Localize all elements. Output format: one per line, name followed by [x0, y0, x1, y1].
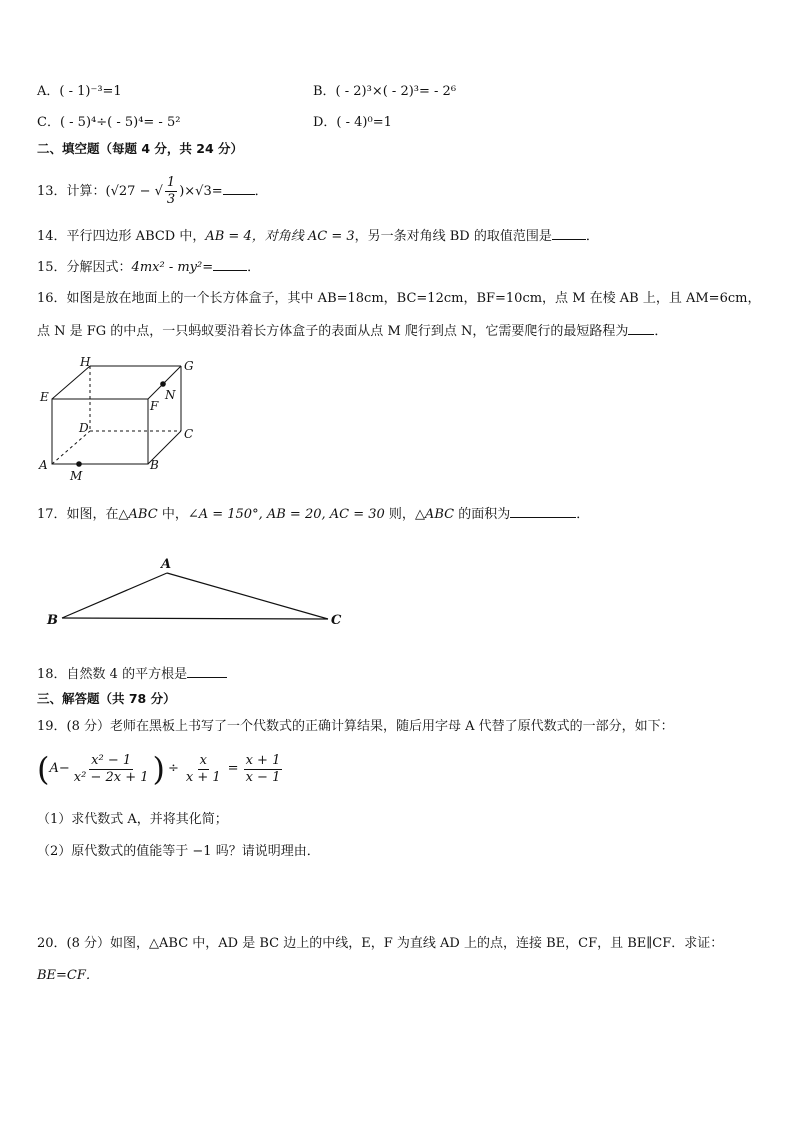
q13-answer-blank[interactable] [223, 182, 255, 195]
choice-d: D．( - 4)⁰=1 [313, 115, 392, 130]
label-E: E [40, 390, 49, 404]
label-N: N [165, 388, 176, 402]
side-AC [167, 573, 328, 619]
q16-line1: 16．如图是放在地面上的一个长方体盒子，其中 AB=18cm，BC=12cm，BF=10cm，点 M 在棱 AB 上，且 AM=6cm， [37, 291, 761, 306]
label-F: F [150, 399, 159, 413]
choice-a: A．( - 1)⁻³=1 [37, 84, 122, 99]
q18-answer-blank[interactable] [187, 665, 227, 678]
q13-fraction: $\frac{1}{3}$ [166, 175, 176, 207]
q17-cond: ∠A = 150°, AB = 20, AC = 30 [187, 507, 385, 522]
label-C: C [331, 613, 342, 628]
label-A: A [39, 458, 48, 472]
q13-prefix: 13．计算： [37, 184, 106, 199]
label-M: M [70, 469, 83, 483]
q19-sub2: （2）原代数式的值能等于 −1 吗？请说明理由． [37, 844, 320, 859]
edge-AD [52, 431, 90, 464]
choice-c: C．( - 5)⁴÷( - 5)⁴= - 5² [37, 115, 181, 130]
q19-equation: ( A − $\frac{\text{x² − 1}}{\text{x² − 2x + 1}}$ ) ÷ $\frac{x}{x + 1}$ = $\frac{x + 1}{x - 1}$ [37, 750, 281, 788]
q13: 13．计算：(√27 − √ $\frac{1}{3}$ )×√3= ． [37, 175, 268, 207]
edge-EH [52, 366, 90, 399]
q13-eq: = [211, 184, 223, 199]
q14-prefix: 14．平行四边形 ABCD 中， [37, 229, 206, 244]
label-D: D [79, 421, 89, 435]
q18: 18．自然数 4 的平方根是 [37, 665, 227, 685]
q19-frac3: $\frac{x + 1}{x - 1}$ [245, 752, 281, 785]
q13-sqrt3: √3 [195, 184, 212, 199]
q19-frac1: $\frac{\text{x² − 1}}{\text{x² − 2x + 1}}$ [73, 752, 149, 785]
q14: 14．平行四边形 ABCD 中，AB = 4，对角线 AC = 3，另一条对角线 BD 的取值范围是 ． [37, 229, 599, 244]
q19-sub1: （1）求代数式 A，并将其化简； [37, 812, 228, 827]
q17-tri1: △ABC [118, 507, 158, 522]
q15-prefix: 15．分解因式： [37, 260, 132, 275]
q14-suffix: ，另一条对角线 BD 的取值范围是 [354, 229, 552, 244]
point-M [76, 461, 82, 467]
point-N [160, 381, 166, 387]
q15-expr: 4mx² - my²= [131, 260, 214, 275]
q16-line2: 点 N 是 FG 的中点，一只蚂蚁要沿着长方体盒子的表面从点 M 爬行到点 N，它需要爬行的最短路程为 ． [37, 324, 668, 339]
q16-box-figure [34, 352, 204, 484]
side-AB [62, 573, 167, 618]
q17-answer-blank[interactable] [510, 505, 576, 518]
label-B: B [150, 458, 159, 472]
q17: 17．如图，在△ABC 中，∠A = 150°, AB = 20, AC = 30 则，△ABC 的面积为 ． [37, 507, 590, 522]
side-BC [62, 618, 328, 619]
label-H: H [80, 355, 91, 369]
q15: 15．分解因式：4mx² - my²= ． [37, 260, 261, 275]
label-G: G [184, 359, 194, 373]
q20-line2: BE=CF． [37, 968, 99, 983]
q15-answer-blank[interactable] [213, 258, 247, 271]
q19-A: A [49, 761, 59, 776]
q16-answer-blank[interactable] [628, 322, 654, 335]
q19-frac2: $\frac{x}{x + 1}$ [185, 752, 221, 785]
q17-tri2: △ABC [414, 507, 455, 522]
q14-cond: AB = 4，对角线 AC = 3 [205, 229, 355, 244]
q19-line1: 19．(8 分）老师在黑板上书写了一个代数式的正确计算结果，随后用字母 A 代替了原代数式的一部分，如下： [37, 719, 674, 734]
label-A: A [161, 557, 172, 572]
q14-answer-blank[interactable] [552, 227, 586, 240]
section3-title: 三、解答题（共 78 分） [37, 691, 176, 706]
label-B: B [47, 613, 58, 628]
choice-b: B．( - 2)³×( - 2)³= - 2⁶ [313, 84, 457, 99]
q13-sqrt27: √27 [110, 184, 136, 199]
q17-triangle-figure [40, 552, 360, 632]
q20-line1: 20．(8 分）如图，△ABC 中，AD 是 BC 边上的中线，E，F 为直线 AD 上的点，连接 BE，CF，且 BE∥CF．求证： [37, 936, 724, 951]
q13-times: × [184, 184, 196, 199]
label-C: C [184, 427, 194, 441]
section2-title: 二、填空题（每题 4 分，共 24 分） [37, 141, 244, 156]
